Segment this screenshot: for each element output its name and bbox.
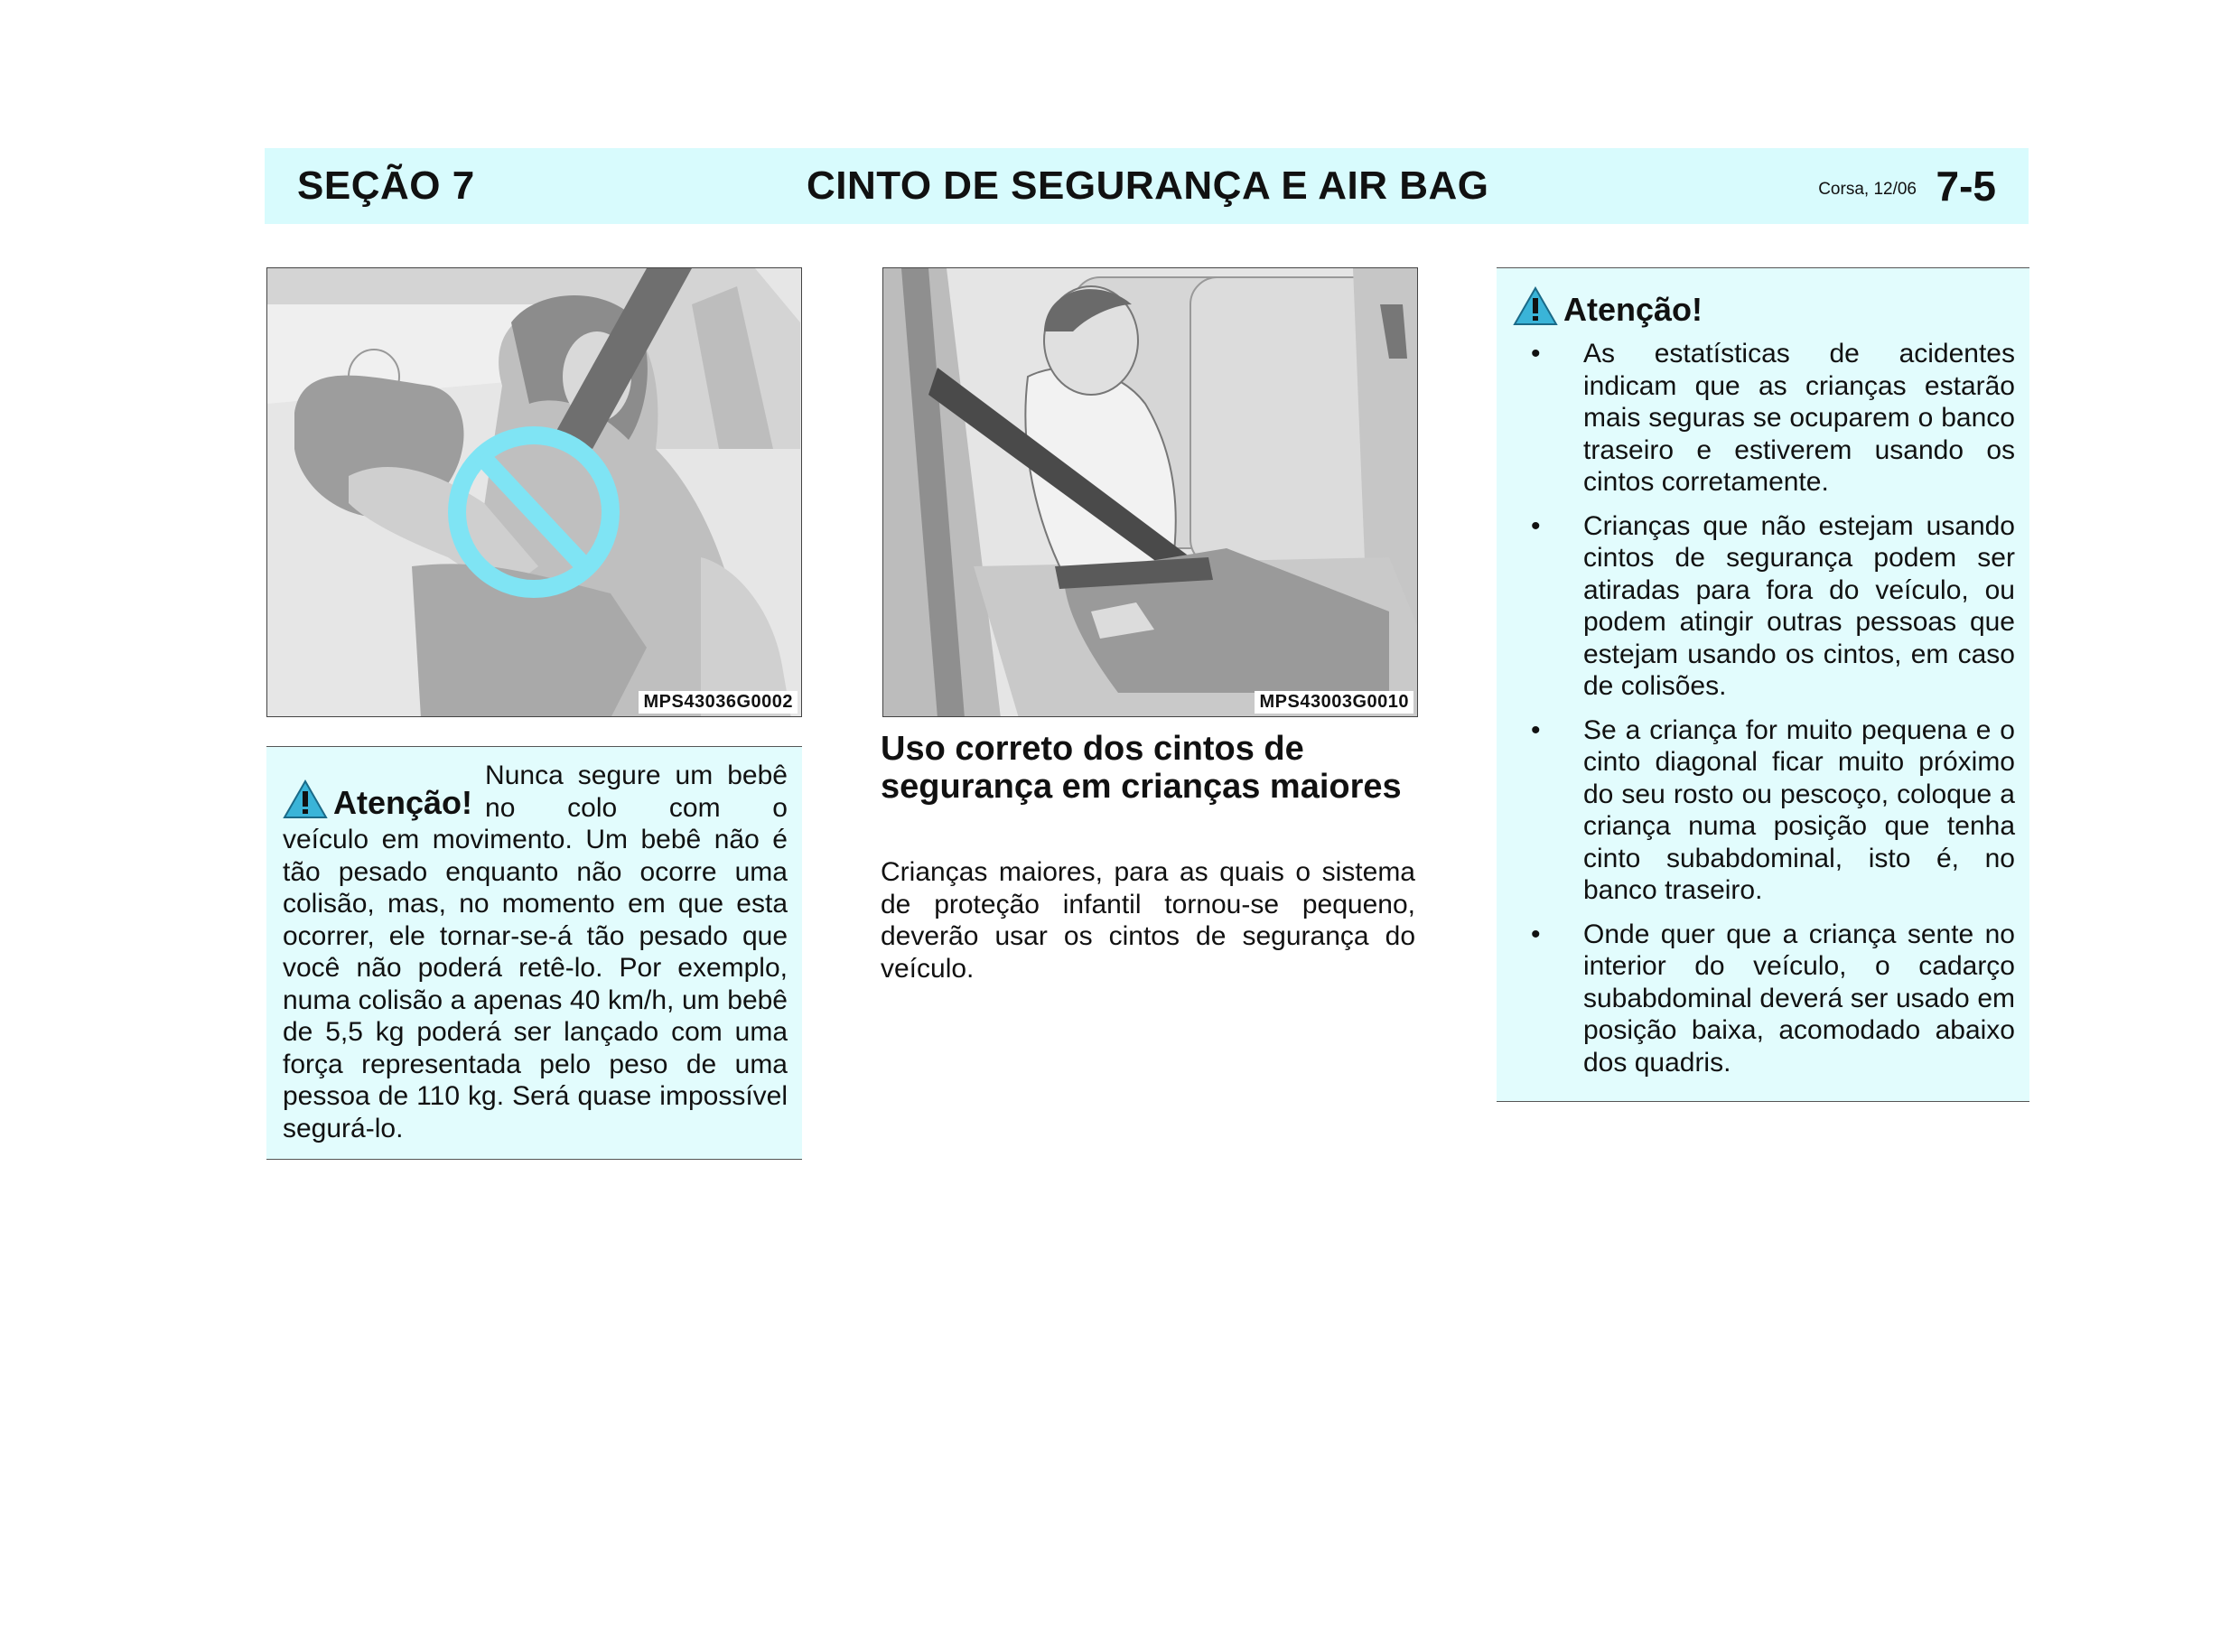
bullet-text: As estatísticas de acidentes indicam que as crianças estarão mais seguras se ocuparem o banco traseiro e estiverem usando os cintos corretamente. [1583, 339, 2015, 497]
model-date: Corsa, 12/06 [1818, 180, 1917, 199]
section-header [265, 148, 2029, 224]
section-heading: Uso correto dos cintos de segurança em crianças maiores [881, 730, 1402, 806]
figure-code: MPS43036G0002 [639, 691, 798, 714]
warning-header [1513, 286, 2015, 329]
list-item: • As estatísticas de acidentes indicam que as crianças estarão mais seguras se ocuparem o banco traseiro e estiverem usando os cintos corretamente. [1531, 339, 2015, 497]
figure-child-seatbelt [882, 267, 1418, 717]
warning-intro [283, 760, 788, 824]
warning-icon [283, 779, 328, 819]
figure-code: MPS43003G0010 [1255, 691, 1413, 714]
warning-text: veículo em movimento. Um bebê não é tão pesado enquanto não ocorre uma colisão, mas, no momento em que esta ocorrer, ele tornar-se-á tão pesado que você não poderá retê-lo. Por exemplo, numa colisão a apenas 40 km/h, um bebê de 5,5 kg poderá ser lançado com uma força representada pelo peso de uma pessoa de 110 kg. Será quase impossível segurá-lo. [283, 825, 788, 1143]
bullet-text: Onde quer que a criança sente no interior do veículo, o cadarço subabdominal deverá ser usado em posição baixa, acomodado abaixo dos quadris. [1583, 919, 2015, 1078]
section-number: SEÇÃO 7 [297, 163, 475, 208]
body-paragraph [881, 856, 1415, 985]
warning-bullet-list [1513, 338, 2015, 1078]
warning-intro-text: Nunca segure um bebê no colo com o [485, 761, 788, 823]
figure-baby-on-lap [266, 267, 802, 717]
list-item: • Onde quer que a criança sente no interior do veículo, o cadarço subabdominal deverá ser usado em posição baixa, acomodado abaixo dos quadris. [1531, 919, 2015, 1078]
bullet-text: Crianças que não estejam usando cintos de segurança podem ser atiradas para fora do veículo, ou podem atingir outras pessoas que estejam usando os cintos, em caso de colisões. [1583, 510, 2015, 701]
list-item: • Crianças que não estejam usando cintos de segurança podem ser atiradas para fora do veículo, ou podem atingir outras pessoas que estejam usando os cintos, em caso de colisões. [1531, 510, 2015, 701]
warning-label: Atenção! [333, 784, 473, 821]
warning-icon [1513, 286, 1558, 326]
warning-box-children [1497, 267, 2029, 1102]
body-text: Crianças maiores, para as quais o sistema de proteção infantil tornou-se pequeno, deverão usar os cintos de segurança do veículo. [881, 857, 1415, 984]
list-item: • Se a criança for muito pequena e o cinto diagonal ficar muito próximo do seu rosto ou pescoço, coloque a criança numa posição que tenha cinto subabdominal, isto é, no banco traseiro. [1531, 714, 2015, 905]
page-number: 7-5 [1936, 163, 1996, 210]
illustration-baby-on-lap [267, 268, 802, 717]
bullet-text: Se a criança for muito pequena e o cinto diagonal ficar muito próximo do seu rosto ou pescoço, coloque a criança numa posição que tenha cinto subabdominal, isto é, no banco traseiro. [1583, 714, 2015, 905]
warning-box-baby [266, 746, 802, 1160]
warning-label: Atenção! [1563, 291, 1703, 328]
illustration-child-seatbelt [883, 268, 1418, 717]
section-title: CINTO DE SEGURANÇA E AIR BAG [807, 163, 1489, 208]
warning-header [283, 779, 472, 822]
